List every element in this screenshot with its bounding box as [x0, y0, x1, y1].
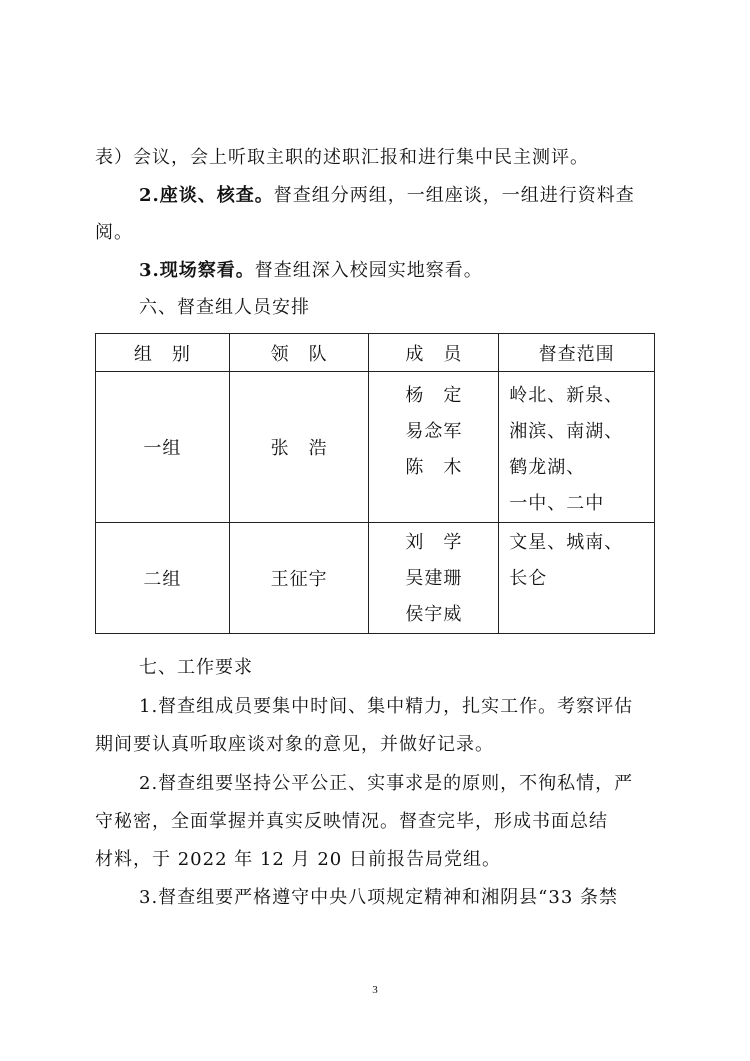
header-group: 组 别 [96, 334, 230, 372]
leader-cell: 王征宇 [229, 523, 369, 634]
members-cell [369, 523, 499, 634]
member-name: 刘 学 [405, 532, 463, 553]
table-header-row [96, 334, 655, 372]
paragraph-line: 守秘密，全面掌握并真实反映情况。督查完毕，形成书面总结 [95, 811, 608, 832]
table-row [96, 372, 655, 523]
members-cell [369, 372, 499, 523]
paragraph-line: 期间要认真听取座谈对象的意见，并做好记录。 [95, 734, 494, 755]
section-heading-6: 六、督查组人员安排 [139, 297, 310, 318]
group-cell: 二组 [96, 523, 230, 634]
group-cell: 一组 [96, 372, 230, 523]
scope-line: 鹤龙湖、 [509, 457, 586, 478]
item-heading: 2.座谈、核查。 [139, 185, 274, 206]
paragraph-line: 1.督查组成员要集中时间、集中精力，扎实工作。考察评估 [139, 696, 634, 717]
scope-line: 长仑 [509, 568, 548, 589]
scope-line: 文星、城南、 [509, 532, 624, 553]
scope-cell [499, 523, 655, 634]
scope-cell [499, 372, 655, 523]
header-members: 成 员 [369, 334, 499, 372]
header-scope: 督查范围 [499, 334, 655, 372]
paragraph-line: 表）会议，会上听取主职的述职汇报和进行集中民主测评。 [95, 147, 589, 168]
section-heading-7: 七、工作要求 [139, 657, 253, 678]
paragraph-line: 3.督查组要严格遵守中央八项规定精神和湘阴县“33 条禁 [139, 887, 618, 908]
member-name: 侯宇威 [405, 604, 463, 625]
paragraph-line: 阅。 [95, 222, 133, 243]
item-heading: 3.现场察看。 [139, 260, 255, 281]
member-name: 陈 木 [405, 457, 463, 478]
paragraph-line: 2.督查组要坚持公平公正、实事求是的原则，不徇私情，严 [139, 773, 634, 794]
scope-line: 岭北、新泉、 [509, 385, 624, 406]
table-row [96, 523, 655, 634]
paragraph-line: 材料，于 2022 年 12 月 20 日前报告局党组。 [95, 849, 501, 870]
paragraph-item-3 [95, 259, 665, 283]
item-text: 督查组分两组，一组座谈，一组进行资料查 [273, 185, 635, 206]
paragraph-item-2 [95, 184, 665, 208]
scope-line: 一中、二中 [509, 493, 605, 514]
page-number: 3 [372, 984, 378, 996]
leader-cell: 张 浩 [229, 372, 369, 523]
member-name: 易念军 [405, 421, 463, 442]
staff-table [95, 333, 655, 634]
member-name: 吴建珊 [405, 568, 463, 589]
item-text: 督查组深入校园实地察看。 [254, 260, 483, 281]
scope-line: 湘滨、南湖、 [509, 421, 624, 442]
member-name: 杨 定 [405, 385, 463, 406]
header-leader: 领 队 [229, 334, 369, 372]
